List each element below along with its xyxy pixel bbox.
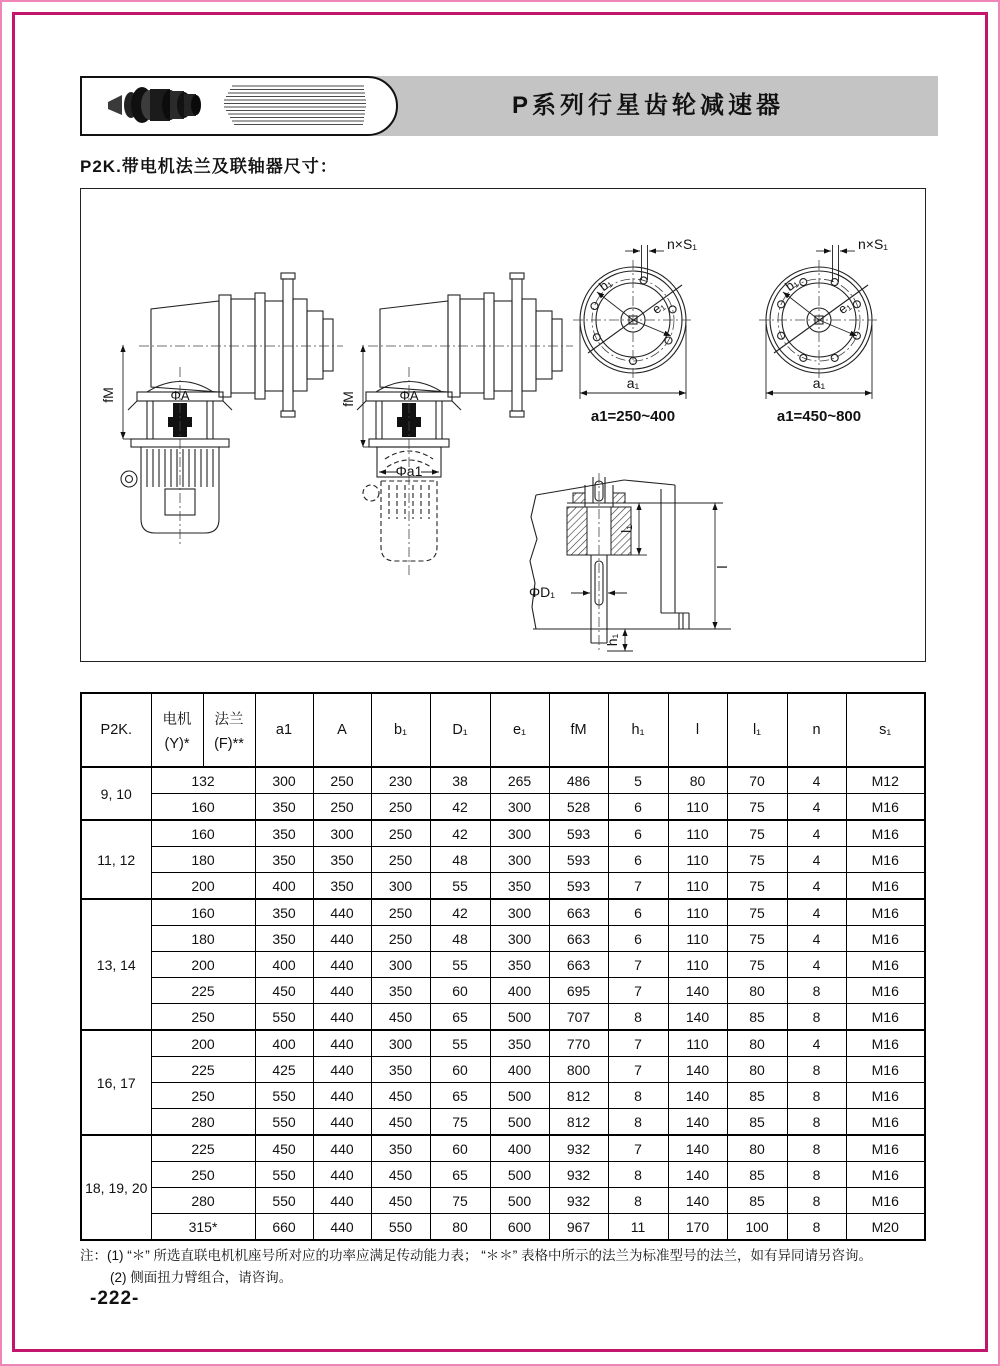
dimension-cell: 75 bbox=[430, 1188, 490, 1214]
dimension-cell: 140 bbox=[668, 1162, 727, 1188]
dimension-cell: 8 bbox=[787, 1083, 846, 1109]
dimension-cell: 110 bbox=[668, 926, 727, 952]
dimension-cell: 550 bbox=[255, 1188, 313, 1214]
dimension-cell: 75 bbox=[727, 926, 787, 952]
side-view-drawing-solid-motor bbox=[100, 273, 343, 545]
dimension-cell: 350 bbox=[255, 820, 313, 847]
column-header: l₁ bbox=[727, 693, 787, 767]
dimension-cell: 450 bbox=[371, 1162, 430, 1188]
dimension-cell: 967 bbox=[549, 1214, 608, 1241]
dimension-cell: 528 bbox=[549, 794, 608, 821]
dimension-cell: 300 bbox=[490, 820, 549, 847]
dimension-cell: 550 bbox=[255, 1109, 313, 1136]
table-row bbox=[81, 767, 925, 794]
dimension-cell: 440 bbox=[313, 1030, 371, 1057]
dimension-cell: 250 bbox=[313, 767, 371, 794]
dimension-cell: 8 bbox=[787, 978, 846, 1004]
table-group bbox=[81, 899, 925, 1030]
dimension-cell: 250 bbox=[371, 794, 430, 821]
flange-circle-small bbox=[573, 236, 697, 425]
dimension-cell: M16 bbox=[846, 899, 925, 926]
dimension-cell: 42 bbox=[430, 794, 490, 821]
dimension-cell: 7 bbox=[608, 952, 668, 978]
dimension-cell: 350 bbox=[313, 873, 371, 900]
motor-frame-cell: 200 bbox=[151, 873, 255, 900]
dimension-cell: 60 bbox=[430, 1135, 490, 1162]
column-header: 法兰 (F)** bbox=[203, 693, 255, 767]
dimension-cell: 500 bbox=[490, 1188, 549, 1214]
dimension-cell: 85 bbox=[727, 1083, 787, 1109]
dimension-cell: 75 bbox=[727, 847, 787, 873]
logo-box bbox=[80, 76, 398, 136]
dimension-cell: 300 bbox=[490, 794, 549, 821]
motor-frame-cell: 250 bbox=[151, 1162, 255, 1188]
dimension-cell: 250 bbox=[371, 820, 430, 847]
dimension-cell: 85 bbox=[727, 1162, 787, 1188]
table-row bbox=[81, 1109, 925, 1136]
dimension-cell: 8 bbox=[787, 1004, 846, 1031]
dimension-cell: 8 bbox=[787, 1214, 846, 1241]
dimension-cell: 500 bbox=[490, 1109, 549, 1136]
dimension-cell: M16 bbox=[846, 847, 925, 873]
dimension-cell: 75 bbox=[727, 899, 787, 926]
b1-label: b₁ bbox=[782, 274, 801, 294]
dimension-cell: 4 bbox=[787, 899, 846, 926]
dimension-cell: 350 bbox=[371, 1057, 430, 1083]
table-group bbox=[81, 767, 925, 820]
dimension-cell: 140 bbox=[668, 1188, 727, 1214]
motor-frame-cell: 225 bbox=[151, 978, 255, 1004]
e1-label: e₁ bbox=[649, 297, 668, 317]
motor-frame-cell: 225 bbox=[151, 1135, 255, 1162]
a1-dimension-label: a₁ bbox=[812, 375, 826, 391]
dimension-cell: 450 bbox=[255, 1135, 313, 1162]
n-s1-label: n×S₁ bbox=[667, 236, 698, 252]
dimension-cell: 400 bbox=[255, 1030, 313, 1057]
dimension-cell: 450 bbox=[371, 1188, 430, 1214]
dimension-cell: 550 bbox=[255, 1083, 313, 1109]
table-row bbox=[81, 1030, 925, 1057]
motor-frame-cell: 315* bbox=[151, 1214, 255, 1241]
dimension-cell: 450 bbox=[255, 978, 313, 1004]
table-row bbox=[81, 952, 925, 978]
dimension-cell: 812 bbox=[549, 1083, 608, 1109]
column-header: s₁ bbox=[846, 693, 925, 767]
dimension-cell: 440 bbox=[313, 1162, 371, 1188]
dimension-cell: 250 bbox=[371, 899, 430, 926]
dimension-cell: 812 bbox=[549, 1109, 608, 1136]
motor-frame-cell: 250 bbox=[151, 1083, 255, 1109]
l-dimension-label: l bbox=[714, 565, 730, 569]
dimension-cell: 140 bbox=[668, 1083, 727, 1109]
table-group bbox=[81, 820, 925, 899]
dimension-cell: 110 bbox=[668, 847, 727, 873]
dimension-cell: 660 bbox=[255, 1214, 313, 1241]
dimension-cell: 110 bbox=[668, 1030, 727, 1057]
footnote-1: 注：(1) “＊” 所选直联电机机座号所对应的功率应满足传动能力表； “＊＊” 表格中所示的法兰为标准型号的法兰，如有异同请另咨询。 bbox=[80, 1248, 872, 1263]
dimension-cell: 8 bbox=[787, 1162, 846, 1188]
dimension-cell: 440 bbox=[313, 952, 371, 978]
dimension-cell: 350 bbox=[255, 847, 313, 873]
dimension-cell: 350 bbox=[255, 899, 313, 926]
dimension-cell: 300 bbox=[313, 820, 371, 847]
dimension-cell: M16 bbox=[846, 1135, 925, 1162]
dimension-cell: 350 bbox=[371, 1135, 430, 1162]
dimension-cell: 440 bbox=[313, 978, 371, 1004]
table-row bbox=[81, 1214, 925, 1241]
gear-reducer-silhouette bbox=[108, 87, 201, 123]
table-section bbox=[80, 692, 924, 1241]
dimension-cell: 75 bbox=[727, 820, 787, 847]
dimension-cell: 440 bbox=[313, 1214, 371, 1241]
dimension-cell: M16 bbox=[846, 978, 925, 1004]
dimension-cell: 593 bbox=[549, 820, 608, 847]
dimension-cell: 110 bbox=[668, 873, 727, 900]
a1-dimension-label: a₁ bbox=[626, 375, 640, 391]
dimension-cell: 250 bbox=[371, 847, 430, 873]
l1-dimension-label: l₁ bbox=[618, 525, 634, 533]
motor-frame-cell: 200 bbox=[151, 952, 255, 978]
dimension-cell: 265 bbox=[490, 767, 549, 794]
dimension-cell: 932 bbox=[549, 1135, 608, 1162]
dimension-cell: 8 bbox=[787, 1057, 846, 1083]
dimension-cell: M16 bbox=[846, 926, 925, 952]
dimension-cell: 8 bbox=[787, 1109, 846, 1136]
dimension-cell: 4 bbox=[787, 767, 846, 794]
fm-dimension-label: fM bbox=[100, 387, 116, 403]
dimension-cell: 350 bbox=[313, 847, 371, 873]
dimension-cell: 400 bbox=[490, 1057, 549, 1083]
e1-label: e₁ bbox=[835, 297, 854, 317]
dimension-cell: 55 bbox=[430, 952, 490, 978]
dimension-cell: 55 bbox=[430, 873, 490, 900]
dimension-cell: 500 bbox=[490, 1162, 549, 1188]
dimension-cell: 7 bbox=[608, 978, 668, 1004]
dimension-cell: 440 bbox=[313, 1057, 371, 1083]
motor-frame-cell: 160 bbox=[151, 820, 255, 847]
dimension-cell: M16 bbox=[846, 1162, 925, 1188]
dimension-cell: M16 bbox=[846, 1188, 925, 1214]
footnote-2: (2) 侧面扭力臂组合，请咨询。 bbox=[110, 1270, 293, 1286]
column-header: b₁ bbox=[371, 693, 430, 767]
dimension-cell: 7 bbox=[608, 1030, 668, 1057]
dimension-cell: 500 bbox=[490, 1083, 549, 1109]
b1-label: b₁ bbox=[596, 274, 615, 294]
fm-dimension-label: fM bbox=[340, 391, 356, 407]
dimension-cell: 440 bbox=[313, 1188, 371, 1214]
dimension-cell: M20 bbox=[846, 1214, 925, 1241]
dimension-cell: 110 bbox=[668, 899, 727, 926]
dimension-cell: 6 bbox=[608, 820, 668, 847]
phi-a-label: ΦA bbox=[399, 388, 419, 403]
dimension-cell: 65 bbox=[430, 1004, 490, 1031]
n-s1-label: n×S₁ bbox=[858, 236, 889, 252]
dimension-cell: 80 bbox=[727, 1030, 787, 1057]
dimension-cell: 300 bbox=[255, 767, 313, 794]
dimension-cell: 440 bbox=[313, 1004, 371, 1031]
dimension-cell: M16 bbox=[846, 952, 925, 978]
model-cell: 16, 17 bbox=[81, 1030, 151, 1135]
dimension-cell: 300 bbox=[371, 1030, 430, 1057]
dimension-cell: 663 bbox=[549, 899, 608, 926]
dimension-cell: 8 bbox=[608, 1188, 668, 1214]
model-cell: 11, 12 bbox=[81, 820, 151, 899]
drawing-panel bbox=[80, 188, 926, 662]
column-header: 电机 (Y)* bbox=[151, 693, 203, 767]
dimension-cell: 140 bbox=[668, 978, 727, 1004]
header-row bbox=[81, 693, 925, 767]
table-row bbox=[81, 1057, 925, 1083]
dimension-cell: 110 bbox=[668, 794, 727, 821]
dimension-cell: 593 bbox=[549, 847, 608, 873]
column-header: D₁ bbox=[430, 693, 490, 767]
dimension-cell: 300 bbox=[490, 926, 549, 952]
dimension-cell: 42 bbox=[430, 899, 490, 926]
dimension-cell: 4 bbox=[787, 847, 846, 873]
dimension-cell: 400 bbox=[255, 952, 313, 978]
dimension-cell: 4 bbox=[787, 873, 846, 900]
dimension-cell: 250 bbox=[313, 794, 371, 821]
table-row bbox=[81, 1004, 925, 1031]
dimension-cell: 42 bbox=[430, 820, 490, 847]
table-row bbox=[81, 1188, 925, 1214]
dimension-cell: 65 bbox=[430, 1083, 490, 1109]
dimension-cell: 550 bbox=[371, 1214, 430, 1241]
dimension-cell: 85 bbox=[727, 1109, 787, 1136]
dimension-cell: 6 bbox=[608, 794, 668, 821]
dimension-cell: M16 bbox=[846, 1004, 925, 1031]
dimension-cell: 593 bbox=[549, 873, 608, 900]
table-row bbox=[81, 926, 925, 952]
dimension-cell: 80 bbox=[668, 767, 727, 794]
dimension-cell: 250 bbox=[371, 926, 430, 952]
dimension-cell: 300 bbox=[490, 899, 549, 926]
dimension-cell: 695 bbox=[549, 978, 608, 1004]
dimension-cell: 6 bbox=[608, 899, 668, 926]
phi-d1-label: ΦD₁ bbox=[529, 584, 556, 600]
dimension-cell: 400 bbox=[490, 1135, 549, 1162]
dimension-cell: 4 bbox=[787, 820, 846, 847]
dimension-cell: 8 bbox=[787, 1188, 846, 1214]
dimension-cell: 80 bbox=[727, 1135, 787, 1162]
dimension-cell: 425 bbox=[255, 1057, 313, 1083]
dimension-cell: 38 bbox=[430, 767, 490, 794]
page-number: -222- bbox=[90, 1288, 140, 1309]
table-row bbox=[81, 820, 925, 847]
dimension-cell: 48 bbox=[430, 847, 490, 873]
page-title: P系列行星齿轮减速器 bbox=[512, 92, 785, 119]
dimension-cell: 70 bbox=[727, 767, 787, 794]
dimension-cell: 8 bbox=[787, 1135, 846, 1162]
dimension-cell: 8 bbox=[608, 1162, 668, 1188]
dimension-cell: 4 bbox=[787, 794, 846, 821]
dimension-cell: 7 bbox=[608, 1135, 668, 1162]
column-header: fM bbox=[549, 693, 608, 767]
side-view-drawing-dashed-motor bbox=[340, 273, 573, 575]
gear-reducer-image bbox=[82, 78, 396, 134]
dimension-cell: 75 bbox=[430, 1109, 490, 1136]
dimension-cell: 350 bbox=[371, 978, 430, 1004]
dimension-cell: 11 bbox=[608, 1214, 668, 1241]
dimension-cell: 350 bbox=[490, 1030, 549, 1057]
dimension-cell: M16 bbox=[846, 873, 925, 900]
dimension-cell: M16 bbox=[846, 820, 925, 847]
dimension-cell: 450 bbox=[371, 1083, 430, 1109]
column-header: h₁ bbox=[608, 693, 668, 767]
dimension-cell: 4 bbox=[787, 926, 846, 952]
table-row bbox=[81, 1162, 925, 1188]
dimension-cell: 350 bbox=[490, 873, 549, 900]
dimension-cell: 170 bbox=[668, 1214, 727, 1241]
model-cell: 9, 10 bbox=[81, 767, 151, 820]
dimension-cell: M16 bbox=[846, 794, 925, 821]
dimension-cell: M12 bbox=[846, 767, 925, 794]
motor-frame-cell: 250 bbox=[151, 1004, 255, 1031]
dimension-cell: 440 bbox=[313, 899, 371, 926]
table-row bbox=[81, 794, 925, 821]
motor-frame-cell: 160 bbox=[151, 794, 255, 821]
dimension-cell: 300 bbox=[371, 952, 430, 978]
dimension-cell: 500 bbox=[490, 1004, 549, 1031]
motor-frame-cell: 160 bbox=[151, 899, 255, 926]
dimension-cell: 300 bbox=[490, 847, 549, 873]
dimension-cell: M16 bbox=[846, 1030, 925, 1057]
column-header: e₁ bbox=[490, 693, 549, 767]
table-row bbox=[81, 899, 925, 926]
table-row bbox=[81, 1083, 925, 1109]
column-header: A bbox=[313, 693, 371, 767]
dimension-cell: 7 bbox=[608, 873, 668, 900]
motor-frame-cell: 280 bbox=[151, 1109, 255, 1136]
flange-caption-small: a1=250~400 bbox=[590, 408, 676, 425]
dimension-cell: 60 bbox=[430, 1057, 490, 1083]
dimension-cell: 350 bbox=[255, 794, 313, 821]
model-cell: 13, 14 bbox=[81, 899, 151, 1030]
dimension-cell: 932 bbox=[549, 1162, 608, 1188]
dimension-cell: 770 bbox=[549, 1030, 608, 1057]
dimension-cell: 440 bbox=[313, 1109, 371, 1136]
table-row bbox=[81, 978, 925, 1004]
dimension-cell: 440 bbox=[313, 1083, 371, 1109]
section-title: P2K.带电机法兰及联轴器尺寸： bbox=[80, 157, 338, 176]
dimension-cell: 140 bbox=[668, 1135, 727, 1162]
dimension-cell: 75 bbox=[727, 873, 787, 900]
dimension-cell: 8 bbox=[608, 1109, 668, 1136]
dimension-cell: 5 bbox=[608, 767, 668, 794]
dimension-cell: 80 bbox=[727, 1057, 787, 1083]
dimension-cell: 6 bbox=[608, 847, 668, 873]
dimension-cell: 707 bbox=[549, 1004, 608, 1031]
dimension-cell: 932 bbox=[549, 1188, 608, 1214]
table-row bbox=[81, 1135, 925, 1162]
flange-caption-large: a1=450~800 bbox=[776, 408, 862, 425]
column-header: l bbox=[668, 693, 727, 767]
motor-frame-cell: 180 bbox=[151, 926, 255, 952]
dimension-cell: 400 bbox=[490, 978, 549, 1004]
table-group bbox=[81, 1135, 925, 1240]
motor-frame-cell: 280 bbox=[151, 1188, 255, 1214]
flange-circle-large bbox=[759, 236, 888, 425]
dimension-cell: 663 bbox=[549, 952, 608, 978]
dimension-table bbox=[80, 692, 926, 1241]
dimension-cell: 60 bbox=[430, 978, 490, 1004]
dimension-cell: 486 bbox=[549, 767, 608, 794]
dimension-cell: 600 bbox=[490, 1214, 549, 1241]
dimension-cell: 140 bbox=[668, 1057, 727, 1083]
motor-frame-cell: 225 bbox=[151, 1057, 255, 1083]
dimension-cell: 450 bbox=[371, 1004, 430, 1031]
dimension-cell: 110 bbox=[668, 820, 727, 847]
dimension-cell: 6 bbox=[608, 926, 668, 952]
dimension-cell: 350 bbox=[490, 952, 549, 978]
dimension-cell: 450 bbox=[371, 1109, 430, 1136]
dimension-cell: 140 bbox=[668, 1004, 727, 1031]
dimension-cell: 663 bbox=[549, 926, 608, 952]
dimension-cell: 440 bbox=[313, 1135, 371, 1162]
shaft-section-detail bbox=[529, 473, 731, 653]
dimension-cell: 230 bbox=[371, 767, 430, 794]
dimension-cell: 55 bbox=[430, 1030, 490, 1057]
phi-a1-label: Φa1 bbox=[395, 463, 423, 479]
dimension-cell: M16 bbox=[846, 1083, 925, 1109]
phi-a-label: ΦA bbox=[170, 388, 190, 403]
dimension-cell: 110 bbox=[668, 952, 727, 978]
dimension-cell: 800 bbox=[549, 1057, 608, 1083]
dimension-cell: 350 bbox=[255, 926, 313, 952]
dimension-cell: 75 bbox=[727, 794, 787, 821]
header-banner bbox=[80, 76, 938, 136]
h1-dimension-label: h₁ bbox=[604, 633, 620, 647]
dimension-cell: 100 bbox=[727, 1214, 787, 1241]
column-header: P2K. bbox=[81, 693, 151, 767]
dimension-cell: 4 bbox=[787, 1030, 846, 1057]
dimension-cell: 400 bbox=[255, 873, 313, 900]
dimension-cell: M16 bbox=[846, 1057, 925, 1083]
table-group bbox=[81, 1030, 925, 1135]
dimension-cell: 140 bbox=[668, 1109, 727, 1136]
motor-frame-cell: 200 bbox=[151, 1030, 255, 1057]
column-header: a1 bbox=[255, 693, 313, 767]
dimension-cell: 4 bbox=[787, 952, 846, 978]
dimension-cell: 7 bbox=[608, 1057, 668, 1083]
table-row bbox=[81, 847, 925, 873]
footnotes bbox=[80, 1245, 926, 1290]
table-row bbox=[81, 873, 925, 900]
column-header: n bbox=[787, 693, 846, 767]
dimension-cell: 75 bbox=[727, 952, 787, 978]
dimension-cell: 65 bbox=[430, 1162, 490, 1188]
dimension-cell: M16 bbox=[846, 1109, 925, 1136]
dimension-cell: 85 bbox=[727, 1188, 787, 1214]
model-cell: 18, 19, 20 bbox=[81, 1135, 151, 1240]
dimension-cell: 48 bbox=[430, 926, 490, 952]
dimension-cell: 8 bbox=[608, 1083, 668, 1109]
dimension-cell: 8 bbox=[608, 1004, 668, 1031]
dimension-cell: 80 bbox=[727, 978, 787, 1004]
dimension-cell: 550 bbox=[255, 1162, 313, 1188]
dimension-cell: 550 bbox=[255, 1004, 313, 1031]
speed-lines bbox=[224, 86, 366, 125]
dimension-cell: 85 bbox=[727, 1004, 787, 1031]
dimension-cell: 300 bbox=[371, 873, 430, 900]
dimension-cell: 440 bbox=[313, 926, 371, 952]
dimension-cell: 80 bbox=[430, 1214, 490, 1241]
motor-frame-cell: 132 bbox=[151, 767, 255, 794]
motor-frame-cell: 180 bbox=[151, 847, 255, 873]
